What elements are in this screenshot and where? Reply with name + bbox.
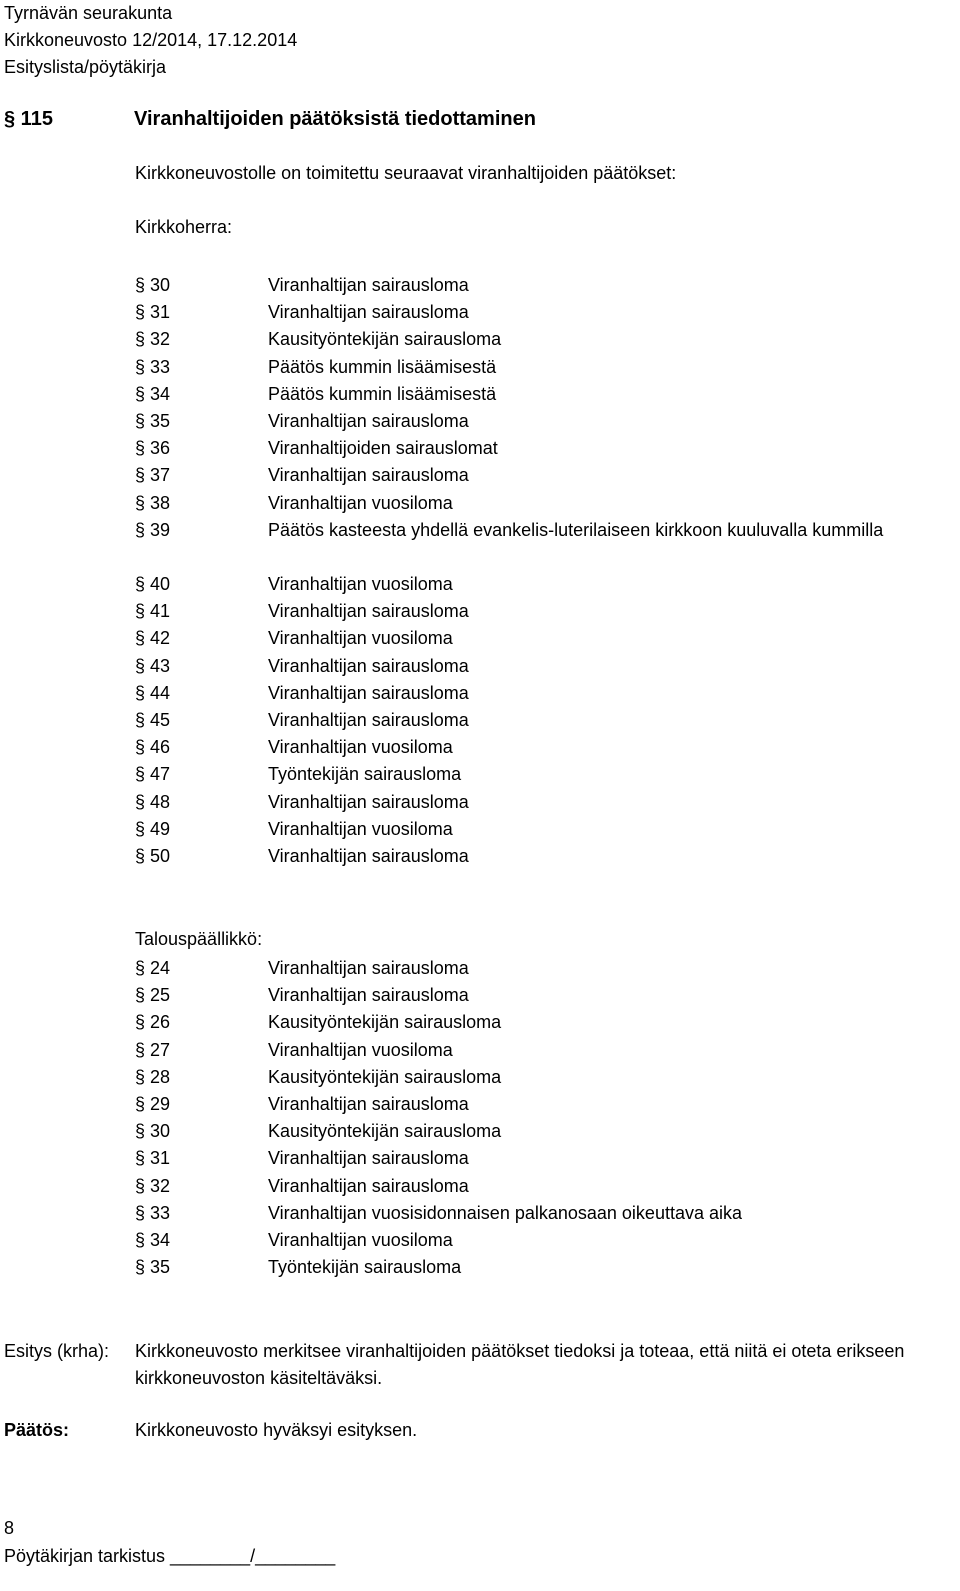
paragraph-number: § 48 (135, 791, 171, 812)
decision-title: Viranhaltijan sairausloma (268, 845, 469, 866)
section-number: § 115 (4, 108, 53, 130)
paragraph-number: § 47 (135, 764, 171, 785)
paragraph-number: § 36 (135, 438, 171, 459)
paragraph-number: § 30 (135, 1121, 171, 1142)
decision-title: Viranhaltijan vuosiloma (268, 1229, 453, 1250)
decision-title: Työntekijän sairausloma (268, 764, 462, 785)
paragraph-number: § 24 (135, 958, 171, 978)
decision-title: Päätös kummin lisäämisestä (268, 356, 497, 377)
paragraph-number: § 49 (135, 818, 171, 839)
paragraph-number: § 30 (135, 275, 171, 295)
document-header (4, 0, 297, 81)
decision-title: Viranhaltijan sairausloma (268, 410, 469, 431)
review-line: Pöytäkirjan tarkistus ________/________ (4, 1546, 336, 1566)
decision-title: Kausityöntekijän sairausloma (268, 1121, 502, 1142)
paragraph-number: § 41 (135, 601, 171, 622)
paragraph-number: § 35 (135, 410, 171, 431)
group2-heading: Talouspäällikkö: (135, 929, 263, 949)
decision-title: Viranhaltijan sairausloma (268, 1175, 469, 1196)
paragraph-number: § 38 (135, 492, 171, 513)
paragraph-number: § 28 (135, 1066, 171, 1087)
decision-title: Viranhaltijan sairausloma (268, 958, 469, 978)
paragraph-number: § 39 (135, 519, 171, 540)
proposal-text: Kirkkoneuvosto merkitsee viranhaltijoiden päätökset tiedoksi ja toteaa, että niitä ei oteta erikseen kirkkoneuvoston käsiteltäväksi. (135, 1341, 905, 1388)
paragraph-number: § 46 (135, 737, 171, 758)
paragraph-number: § 27 (135, 1039, 171, 1060)
paragraph-number: § 35 (135, 1257, 171, 1278)
page-footer (4, 1514, 335, 1570)
document-type: Esityslista/pöytäkirja (4, 57, 167, 77)
decision-title: Viranhaltijan vuosisidonnaisen palkanosaan oikeuttava aika (268, 1202, 742, 1223)
decision-title: Viranhaltijan vuosiloma (268, 1039, 453, 1060)
paragraph-number: § 32 (135, 1175, 171, 1196)
decision-title: Viranhaltijan vuosiloma (268, 818, 453, 839)
decision-title: Viranhaltijan vuosiloma (268, 737, 453, 758)
decision-title: Kausityöntekijän sairausloma (268, 1066, 502, 1087)
page-number: 8 (4, 1518, 15, 1538)
paragraph-number: § 29 (135, 1093, 171, 1114)
decision-title: Viranhaltijan vuosiloma (268, 574, 453, 595)
decision-title: Viranhaltijan sairausloma (268, 791, 469, 812)
paragraph-number: § 44 (135, 682, 171, 703)
paragraph-number: § 32 (135, 329, 171, 350)
decision-block (4, 1420, 417, 1441)
organization-name: Tyrnävän seurakunta (4, 3, 173, 23)
paragraph-number: § 31 (135, 302, 171, 323)
decision-title: Päätös kasteesta yhdellä evankelis-luterilaiseen kirkkoon kuuluvalla kummilla (268, 519, 884, 540)
decision-title: Viranhaltijan sairausloma (268, 302, 469, 323)
paragraph-number: § 37 (135, 465, 171, 486)
proposal-label: Esitys (krha): (4, 1341, 110, 1361)
decision-title: Viranhaltijoiden sairauslomat (268, 438, 498, 459)
decision-title: Viranhaltijan sairausloma (268, 1148, 469, 1169)
paragraph-number: § 25 (135, 985, 171, 1006)
paragraph-number: § 26 (135, 1012, 171, 1033)
paragraph-number: § 43 (135, 655, 171, 676)
decision-title: Viranhaltijan sairausloma (268, 275, 469, 295)
paragraph-number: § 50 (135, 845, 171, 866)
decision-title: Viranhaltijan sairausloma (268, 655, 469, 676)
decision-title: Viranhaltijan sairausloma (268, 985, 469, 1006)
decision-title: Viranhaltijan vuosiloma (268, 492, 453, 513)
decision-title: Viranhaltijan vuosiloma (268, 628, 453, 649)
section-heading (4, 108, 536, 131)
intro-paragraph: Kirkkoneuvostolle on toimitettu seuraavat viranhaltijoiden päätökset: (135, 163, 677, 183)
decision-title: Viranhaltijan sairausloma (268, 601, 469, 622)
paragraph-number: § 42 (135, 628, 171, 649)
meeting-info: Kirkkoneuvosto 12/2014, 17.12.2014 (4, 30, 298, 50)
paragraph-number: § 40 (135, 574, 171, 595)
paragraph-number: § 33 (135, 1202, 171, 1223)
decision-title: Viranhaltijan sairausloma (268, 465, 469, 486)
paragraph-number: § 31 (135, 1148, 171, 1169)
decision-title: Kausityöntekijän sairausloma (268, 1012, 502, 1033)
paragraph-number: § 33 (135, 356, 171, 377)
decision-title: Päätös kummin lisäämisestä (268, 383, 497, 404)
decision-title: Työntekijän sairausloma (268, 1257, 462, 1278)
decision-title: Kausityöntekijän sairausloma (268, 329, 502, 350)
decision-label: Päätös: (4, 1420, 70, 1440)
paragraph-number: § 34 (135, 1229, 171, 1250)
decision-title: Viranhaltijan sairausloma (268, 1093, 469, 1114)
decision-title: Viranhaltijan sairausloma (268, 682, 469, 703)
group1-heading: Kirkkoherra: (135, 217, 233, 237)
paragraph-number: § 45 (135, 710, 171, 731)
paragraph-number: § 34 (135, 383, 171, 404)
decision-title: Viranhaltijan sairausloma (268, 710, 469, 731)
section-title: Viranhaltijoiden päätöksistä tiedottaminen (134, 108, 536, 130)
decision-text: Kirkkoneuvosto hyväksyi esityksen. (135, 1420, 418, 1440)
